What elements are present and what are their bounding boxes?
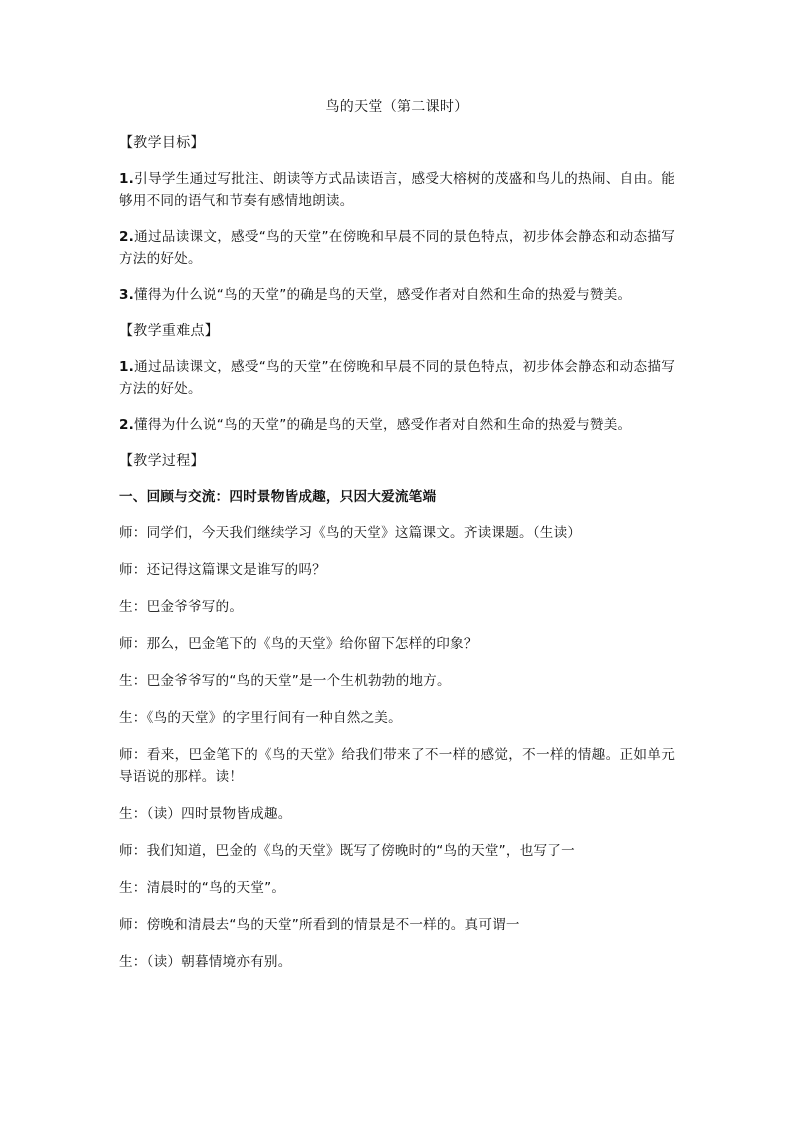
dialog-speaker: 生： [119, 880, 147, 896]
goal-item-number: 3. [119, 287, 135, 303]
key-point-item [119, 414, 675, 436]
dialog-speaker: 生： [119, 673, 147, 689]
dialog-text: 《鸟的天堂》的字里行间有一种自然之美。 [146, 710, 402, 726]
key-point-text: 通过品读课文，感受“鸟的天堂”在傍晚和早晨不同的景色特点，初步体会静态和动态描写方法的好处。 [119, 359, 675, 397]
dialog-line [119, 633, 675, 655]
dialog-line [119, 914, 675, 936]
dialog-speaker: 师： [119, 525, 147, 541]
process-heading: 【教学过程】 [119, 453, 205, 469]
goal-item-text: 引导学生通过写批注、朗读等方式品读语言，感受大榕树的茂盛和鸟儿的热闹、自由。能够用不同的语气和节奏有感情地朗读。 [119, 171, 675, 209]
dialog-line [119, 803, 675, 825]
dialog-line [119, 840, 675, 862]
dialog-text: 还记得这篇课文是谁写的吗？ [146, 562, 326, 578]
dialog-speaker: 生： [119, 599, 147, 615]
dialog-line [119, 670, 675, 692]
dialog-text: （读）四时景物皆成趣。 [146, 806, 292, 822]
key-point-number: 1. [119, 359, 135, 375]
goals-heading: 【教学目标】 [119, 135, 205, 151]
dialog-text: 那么，巴金笔下的《鸟的天堂》给你留下怎样的印象？ [146, 636, 478, 652]
goal-item-text: 懂得为什么说“鸟的天堂”的确是鸟的天堂，感受作者对自然和生命的热爱与赞美。 [134, 287, 632, 303]
dialog-line [119, 744, 675, 788]
dialog-text: 我们知道，巴金的《鸟的天堂》既写了傍晚时的“鸟的天堂”，也写了一 [146, 843, 575, 859]
dialog-speaker: 生： [119, 954, 147, 970]
goal-item [119, 168, 675, 212]
dialog-line [119, 877, 675, 899]
key-points-heading: 【教学重难点】 [119, 323, 220, 339]
document-content [119, 96, 675, 988]
dialog-speaker: 生： [119, 806, 147, 822]
dialog-line [119, 596, 675, 618]
dialog-line [119, 707, 675, 729]
dialog-line [119, 559, 675, 581]
goal-item-number: 2. [119, 229, 135, 245]
dialog-speaker: 师： [119, 917, 147, 933]
key-point-number: 2. [119, 417, 135, 433]
goal-item-text: 通过品读课文，感受“鸟的天堂”在傍晚和早晨不同的景色特点，初步体会静态和动态描写方法的好处。 [119, 229, 675, 267]
process-subheading: 一、回顾与交流：四时景物皆成趣，只因大爱流笔端 [119, 489, 437, 505]
dialog-text: 同学们，今天我们继续学习《鸟的天堂》这篇课文。齐读课题。（生读） [146, 525, 582, 541]
dialog-speaker: 师： [119, 747, 147, 763]
dialog-text: 巴金爷爷写的“鸟的天堂”是一个生机勃勃的地方。 [146, 673, 451, 689]
dialog-text: 清晨时的“鸟的天堂”。 [146, 880, 286, 896]
dialog-speaker: 师： [119, 562, 147, 578]
dialog-line [119, 522, 675, 544]
dialog-text: 傍晚和清晨去“鸟的天堂”所看到的情景是不一样的。真可谓一 [146, 917, 520, 933]
document-title: 鸟的天堂（第二课时） [325, 99, 469, 115]
goal-item [119, 226, 675, 270]
dialog-text: （读）朝暮情境亦有别。 [146, 954, 292, 970]
dialog-speaker: 生： [119, 710, 147, 726]
goal-item-number: 1. [119, 171, 135, 187]
dialog-speaker: 师： [119, 843, 147, 859]
dialog-text: 巴金爷爷写的。 [146, 599, 244, 615]
dialog-line [119, 951, 675, 973]
key-point-text: 懂得为什么说“鸟的天堂”的确是鸟的天堂，感受作者对自然和生命的热爱与赞美。 [134, 417, 632, 433]
dialog-speaker: 师： [119, 636, 147, 652]
key-point-item [119, 356, 675, 400]
goal-item [119, 284, 675, 306]
dialog-text: 看来，巴金笔下的《鸟的天堂》给我们带来了不一样的感觉，不一样的情趣。正如单元导语说的那样。读！ [119, 747, 675, 785]
